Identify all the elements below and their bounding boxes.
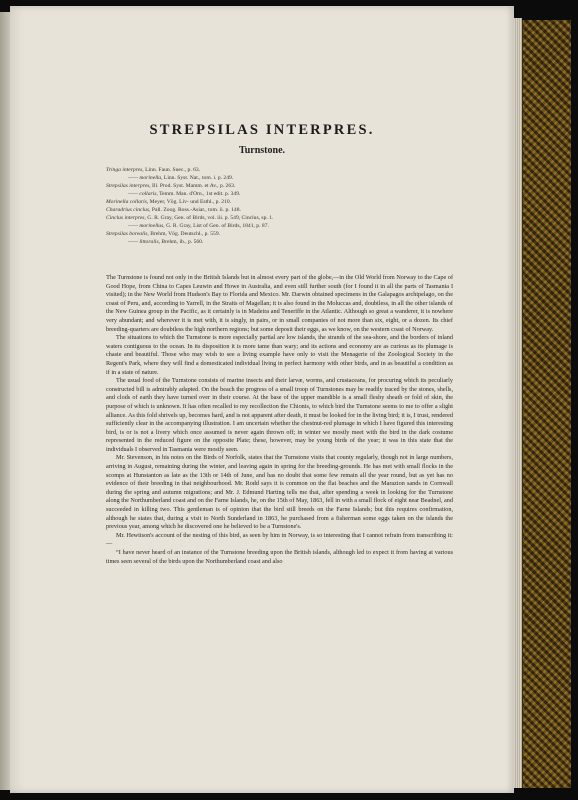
page-stack-edges (514, 18, 522, 788)
synonym-entry: —— collaris, Temm. Man. d'Orn., 1st edit. p. 349. (128, 191, 241, 198)
body-text (106, 274, 453, 566)
synonymy-list (106, 166, 436, 246)
synonym-entry: Charadrius cinclus, Pall. Zoog. Ross.-Asiat., tom. ii. p. 148. (106, 207, 241, 214)
paragraph: The usual food of the Turnstone consists of marine insects and their larvæ, worms, and crustaceans, for procuring which its peculiarly constructed bill is admirably adapted. On the beach the progress of a small troop of Turnstones may be readily traced by the stones, shells, and clods of earth they have turned over in their course. At the base of the upper mandible is a small fleshy sheath or fold of skin, the purpose of which is unknown. It has often recalled to my recollection the Chionis, to which bird the Turnstone seems to me to offer a slight alliance. As this fold shrivels up, becomes hard, and is not apparent after death, it must be looked for in the living bird; it is, I trust, rendered sufficiently clear in the accompanying illustration. I am uncertain whether the chestnut-red plumage in which I have figured this interesting bird, is or is not a livery which once assumed is never again thrown off; in winter we mostly meet with the bird in the dark costume represented in the reduced figure on the opposite Plate; these, however, may be young birds of the year; it was in this state that the individuals I observed in Tasmania were mostly seen. (106, 377, 453, 453)
synonym-entry: —— morinellus, G. R. Gray, List of Gen. of Birds, 1841, p. 87. (128, 223, 269, 230)
paragraph: The situations to which the Turnstone is more especially partial are low islands, the strands of the sea-shore, and the borders of inland waters contiguous to the ocean. In its disposition it is more tame than wary; and its actions and economy are as curious as its plumage is chaste and beautiful. Those who may wish to see a living example have only to visit the Menagerie of the Zoological Society in the Regent's Park, where they will find a domesticated individual living in perfect harmony with other birds, and in as beautiful a condition as if in a state of nature. (106, 334, 453, 376)
synonym-entry: Tringa interpres, Linn. Faun. Suec., p. 63. (106, 167, 201, 173)
synonym-entry: Cinclus interpres, G. R. Gray, Gen. of Birds, vol. iii. p. 549, Cinclus, sp. 1. (106, 215, 274, 222)
page-title: STREPSILAS INTERPRES. (149, 122, 375, 138)
paragraph: “I have never heard of an instance of the Turnstone breeding upon the British islands, although led to expect it from having at various times seen several of the birds upon the Northumberland coast and also (106, 549, 453, 565)
book-page (10, 6, 514, 793)
synonym-entry: Morinella collaris, Meyer, Vög. Liv- und Esthl., p. 210. (106, 199, 232, 206)
paragraph: The Turnstone is found not only in the British Islands but in almost every part of the globe,—in the Old World from Norway to the Cape of Good Hope, from China to Capes Leuwin and Howe in Australia, and even still further south (for I found it in all the parts of Tasmania I visited); in the New World from Hudson's Bay to Florida and Mexico. Mr. Darwin obtained specimens in the Galapagos archipelago, on the coast of Peru, and, according to Yarrell, in the Straits of Magellan; it is also found in the Moluccas and, doubtless, in all the other islands of the New Guinea group in the Pacific, as it certainly is in Madeira and Teneriffe in the Atlantic. Although so great a wanderer, it is nowhere very abundant; and wherever it is met with, it is singly, in pairs, or in small companies of not more than six, eight, or a dozen. Its chief breeding-quarters are doubtless the high northern regions; but some deposit their eggs, as we know, on the western coast of Norway. (106, 274, 453, 333)
book-binding (522, 20, 571, 788)
synonym-entry: Strepsilas interpres, Ill. Prod. Syst. Mamm. et Av., p. 263. (106, 183, 236, 190)
paragraph: Mr. Stevenson, in his notes on the Birds of Norfolk, states that the Turnstone visits that county regularly, though not in large numbers, arriving in August, remaining during the winter, and leaving again in spring for the breeding-grounds. He has met with small flocks in the scomps at Hunstanton as late as the 13th or 14th of June, and has no doubt that some few remain all the year round, but as yet has no evidence of their breeding in that neighbourhood. Mr. Rodd says it is common on the flat beaches and the Marazion sands in Cornwall during the spring and autumn migrations; and Mr. J. Edmund Harting tells me that, after spending a week in looking for the Turnstone along the Northumberland coast and on the Farne Islands, he, on the 15th of May, 1863, fell in with a small flock of eight near Beadnel, and succeeded in killing two. This gentleman is of opinion that the bird still breeds on the Farne Islands; but this requires confirmation, although he states that, during a visit to North Sunderland in 1863, he purchased from a fisherman some eggs taken on the islands the previous year, among which he discovered one he believed to be a Turnstone's. (106, 454, 453, 531)
facing-page-edge (0, 12, 10, 790)
paragraph: Mr. Hewitson's account of the nesting of this bird, as seen by him in Norway, is so interesting that I cannot refrain from transcribing it:— (106, 531, 453, 548)
synonym-entry: Strepsilas borealis, Brehm, Vög. Deutschl., p. 559. (106, 231, 221, 238)
common-name: Turnstone. (238, 145, 286, 156)
synonym-entry: —— morinella, Linn. Syst. Nat., tom. i. p. 249. (128, 175, 234, 182)
synonym-entry: —— littoralis, Brehm, ib., p. 560. (128, 239, 204, 246)
